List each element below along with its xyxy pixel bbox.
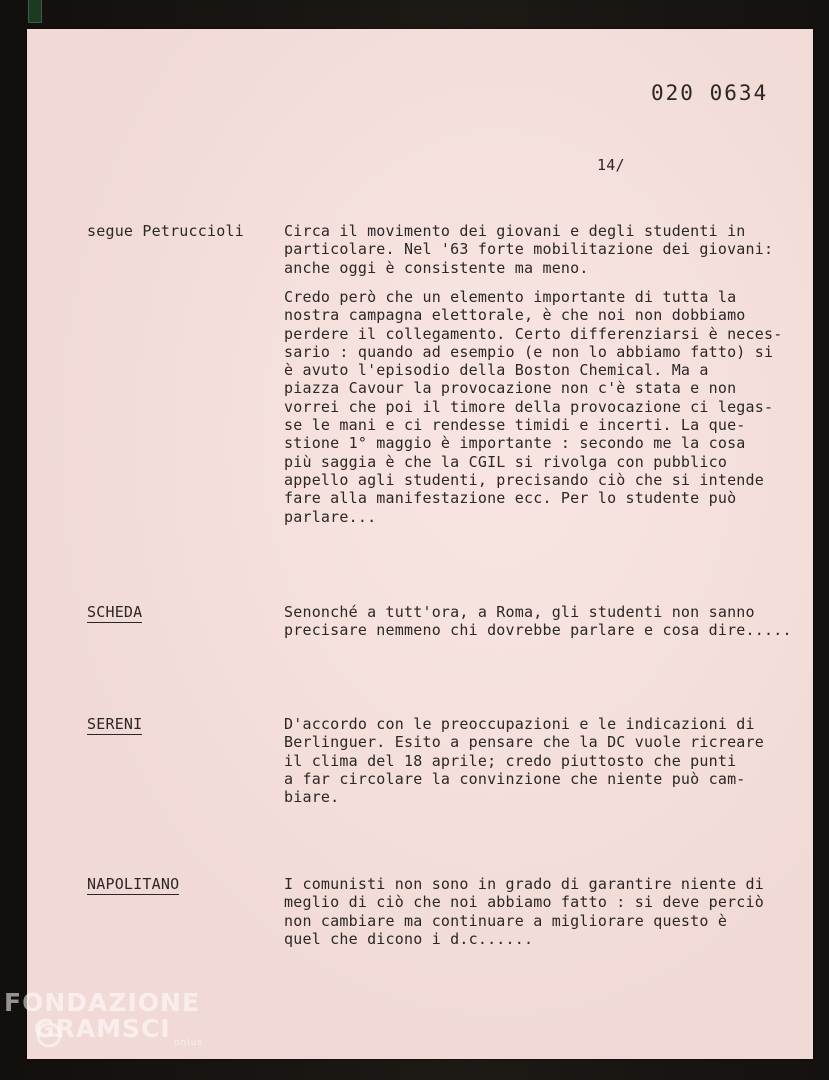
text-line: fare alla manifestazione ecc. Per lo studente può xyxy=(284,489,737,508)
paragraph-scheda xyxy=(284,603,814,640)
speaker-napolitano: NAPOLITANO xyxy=(87,875,180,893)
watermark-line-3: onlus xyxy=(174,1038,204,1048)
text-line: più saggia è che la CGIL si rivolga con pubblico xyxy=(284,452,728,471)
speaker-sereni: SERENI xyxy=(87,715,143,733)
text-line: è avuto l'episodio della Boston Chemical. Ma a xyxy=(284,361,709,380)
speaker-petruccioli: segue Petruccioli xyxy=(87,222,244,240)
text-line: non cambiare ma continuare a migliorare questo è xyxy=(284,911,728,930)
text-line: Berlinguer. Esito a pensare che la DC vuole ricreare xyxy=(284,733,764,752)
text-line: se le mani e ci rendesse timidi e incerti. La que- xyxy=(284,416,746,435)
paragraph-napolitano xyxy=(284,875,814,948)
text-line: sario : quando ad esempio (e non lo abbiamo fatto) si xyxy=(284,342,774,361)
archive-code: 020 0634 xyxy=(651,81,769,105)
text-line: piazza Cavour la provocazione non c'è stata e non xyxy=(284,379,737,398)
paragraph-petruccioli-2 xyxy=(284,288,814,526)
text-line: Circa il movimento dei giovani e degli studenti in xyxy=(284,222,746,240)
text-line: vorrei che poi il timore della provocazione ci legas- xyxy=(284,397,774,416)
binder-tab xyxy=(28,0,42,23)
text-line: stione 1° maggio è importante : secondo me la cosa xyxy=(284,434,746,453)
text-line: meglio di ciò che noi abbiamo fatto : si deve perciò xyxy=(284,893,764,912)
text-line: I comunisti non sono in grado di garantire niente di xyxy=(284,875,764,893)
page-number: 14/ xyxy=(597,156,625,174)
text-line: nostra campagna elettorale, è che noi non dobbiamo xyxy=(284,306,746,325)
text-line: a far circolare la convinzione che niente può cam- xyxy=(284,769,746,788)
watermark-line-2: GRAMSCI xyxy=(34,1014,171,1043)
text-line: appello agli studenti, precisando ciò che si intende xyxy=(284,470,764,489)
text-line: biare. xyxy=(284,788,340,807)
watermark-line-1: FONDAZIONE xyxy=(4,988,201,1017)
text-line: Senonché a tutt'ora, a Roma, gli studenti non sanno xyxy=(284,603,755,621)
paragraph-petruccioli-1 xyxy=(284,222,814,277)
text-line: Credo però che un elemento importante di tutta la xyxy=(284,288,737,306)
text-line: parlare... xyxy=(284,507,377,526)
speaker-scheda: SCHEDA xyxy=(87,603,143,621)
text-line: il clima del 18 aprile; credo piuttosto che punti xyxy=(284,751,737,770)
text-line: quel che dicono i d.c...... xyxy=(284,929,534,948)
text-line: D'accordo con le preoccupazioni e le indicazioni di xyxy=(284,715,755,733)
text-line: perdere il collegamento. Certo differenziarsi è neces- xyxy=(284,324,783,343)
text-line: precisare nemmeno chi dovrebbe parlare e cosa dire..... xyxy=(284,621,792,640)
fondazione-gramsci-watermark xyxy=(4,990,203,1048)
gramsci-logo-icon xyxy=(36,1022,62,1048)
text-line: anche oggi è consistente ma meno. xyxy=(284,258,589,277)
paragraph-sereni xyxy=(284,715,814,806)
document-sheet xyxy=(27,29,813,1059)
text-line: particolare. Nel '63 forte mobilitazione dei giovani: xyxy=(284,240,774,259)
